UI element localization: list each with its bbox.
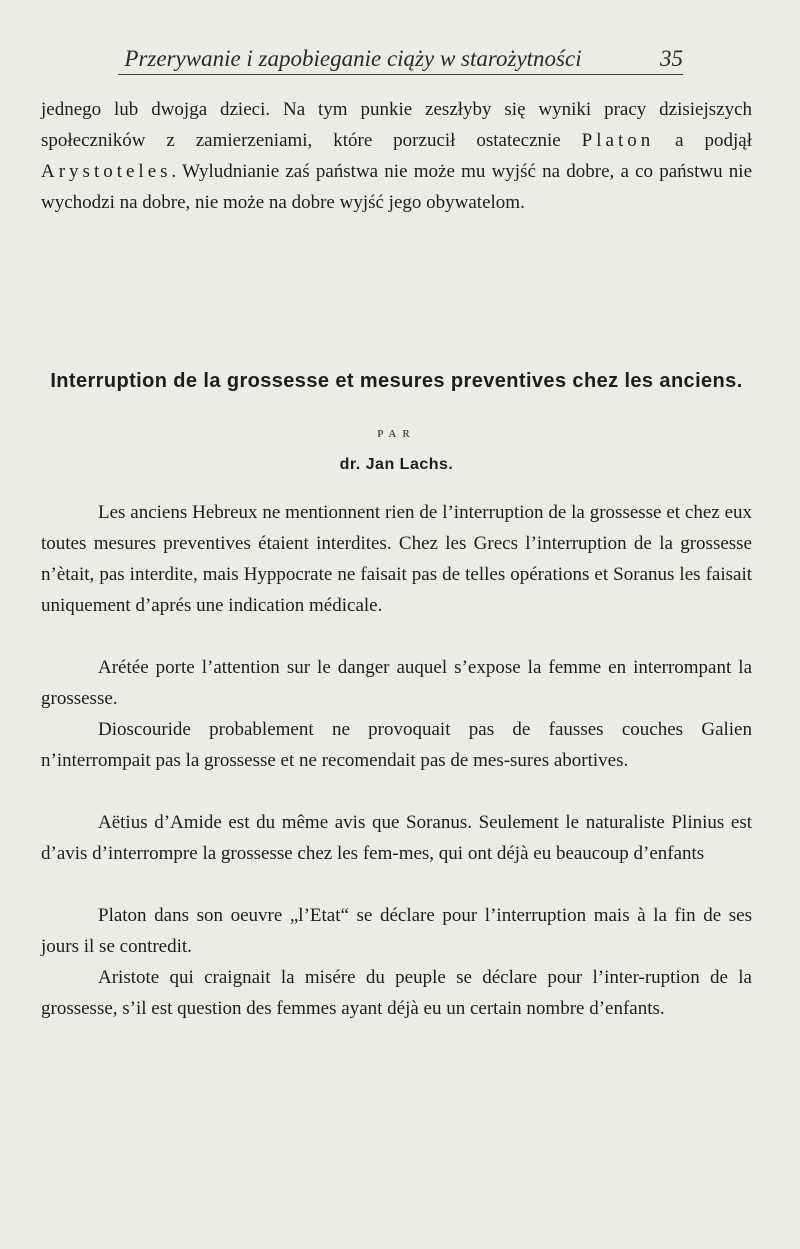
par-label: PAR	[377, 428, 416, 440]
paragraph-hebreux: Les anciens Hebreux ne mentionnent rien de l’interruption de la grossesse et chez eux toutes mesures preventives étaient interdites. Chez les Grecs l’interruption de la grossesse n’ètait, pas interdite, mais Hyppocrate ne faisait pas de telles opérations et Soranus les faisait uniquement d’aprés une indication médicale.	[41, 502, 752, 616]
paragraph-platon: Platon dans son oeuvre „l’Etat“ se déclare pour l’interruption mais à la fin de ses jours il se contredit.	[41, 905, 752, 957]
polish-text-part-2: a podjął	[654, 130, 752, 151]
paragraph-aristote: Aristote qui craignait la misére du peuple se déclare pour l’inter-ruption de la grossesse, s’il est question des femmes ayant déjà eu un certain nombre d’enfants.	[41, 967, 752, 1019]
running-head	[118, 44, 683, 78]
paragraph-aetius: Aëtius d’Amide est du même avis que Soranus. Seulement le naturaliste Plinius est d’avis d’interrompre la grossesse chez les fem-mes, qui ont déjà eu beaucoup d’enfants	[41, 812, 752, 864]
polish-text-part-1: jednego lub dwojga dzieci. Na tym punkie zeszłyby się wyniki pracy dzisiejszych społeczników z zamierzeniami, które porzucił ostatecznie	[41, 99, 752, 151]
page-number: 35	[660, 46, 683, 71]
paragraph-dioscouride: Dioscouride probablement ne provoquait pas de fausses couches Galien n’interrompait pas la grossesse et ne recomendait pas de mes-sures abortives.	[41, 719, 752, 771]
name-platon: Platon	[581, 130, 655, 151]
running-title: Przerywanie i zapobieganie ciąży w starożytności	[124, 46, 582, 71]
header-rule	[118, 74, 683, 75]
author-name: dr. Jan Lachs.	[339, 456, 454, 473]
name-arystoteles: Arystoteles	[41, 161, 172, 182]
polish-paragraph	[41, 94, 752, 218]
paragraph-aretee: Arétée porte l’attention sur le danger auquel s’expose la femme en interrompant la grossesse.	[41, 657, 752, 709]
polish-text-part-3: . Wyludnianie zaś państwa nie może mu wyjść na dobre, a co państwu nie wychodzi na dobre, nie może na dobre wyjść jego obywatelom.	[41, 161, 752, 213]
article-title: Interruption de la grossesse et mesures preventives chez les anciens.	[50, 370, 743, 392]
